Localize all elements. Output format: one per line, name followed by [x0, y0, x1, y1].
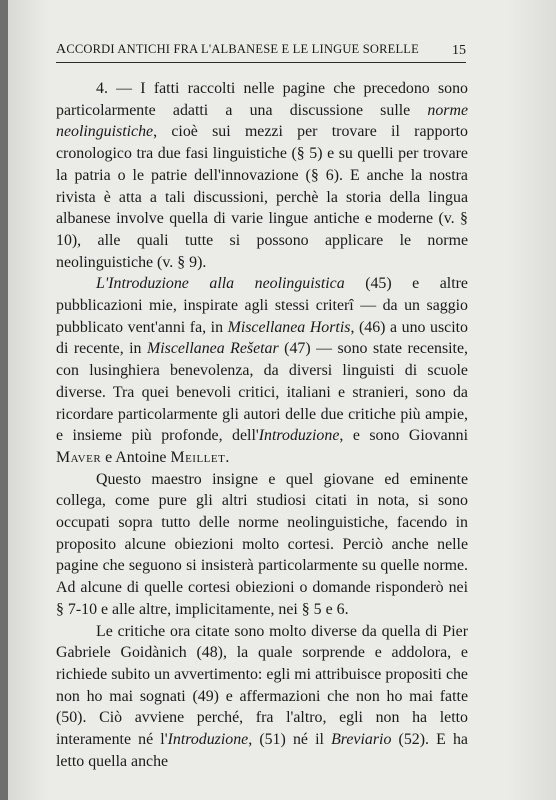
text-segment-italic: Miscellanea Rešetar [146, 340, 279, 358]
text-segment: (45) e altre pubblicazioni mie, inspirate agli stessi criterî — da un saggio pubblicato vent'anni fa, in [56, 275, 468, 336]
text-segment-italic: Introduzione [167, 731, 249, 749]
text-segment: (52). E ha letto quella anche [56, 731, 468, 770]
text-segment: . [225, 448, 230, 466]
text-segment: Le critiche ora citate sono molto diverse da quella di Pier Gabriele Goidànich (48), la quale sorprende e addolora, e richiede subito un avvertimento: egli mi attribuisce propositi che non ho mai sognati (49) e affermazioni che non ho mai fatte (50). Ciò avviene perché, fra l'altro, egli non ha letto interamente né l' [56, 622, 468, 749]
paragraph [56, 469, 468, 621]
text-segment-italic: Breviario [331, 731, 392, 749]
text-segment-italic: Miscellanea Hortis [227, 318, 351, 336]
author-name: Maver [56, 448, 102, 466]
text-segment: 4. — I fatti raccolti nelle pagine che precedono sono particolarmente adatti a una discussione sulle [56, 80, 468, 119]
paragraph [56, 78, 468, 273]
text-segment: Questo maestro insigne e quel giovane ed eminente collega, come pure gli altri studiosi citati in nota, si sono occupati sopra tutto delle norme neolinguistiche, facendo in proposito alcune obiezioni molto cortesi. Perciò anche nelle pagine che seguono si insisterà particolarmente su quelle norme. Ad alcune di quelle cortesi obiezioni o domande risponderò nei § 7-10 e alle altre, implicitamente, nei § 5 e 6. [56, 470, 468, 618]
author-name: Meillet [170, 448, 226, 466]
book-page [8, 0, 556, 800]
text-segment: e Antoine [101, 448, 171, 466]
text-segment: , cioè sui mezzi per trovare il rapporto cronologico tra due fasi linguistiche (§ 5) e su quelli per trovare la patria o le patrie dell'innovazione (§ 6). E anche la nostra rivista è atta a tali discussioni, perchè la storia della lingua albanese involve quella di varie lingue antiche e moderne (v. § 10), alle quali tutte si possono applicare le norme neolinguistiche (v. § 9). [56, 123, 468, 271]
text-segment: (47) — sono state recensite, con lusinghiera benevolenza, da diversi linguisti di scuole diverse. Tra quei benevoli critici, italiani e stranieri, sono da ricordare particolarmente gli autori delle due critiche più ampie, e insieme più profonde, dell' [56, 340, 468, 445]
page-number: 15 [452, 43, 466, 58]
text-segment: , (46) a uno uscito di recente, in [56, 318, 468, 358]
text-segment-italic: Introduzione [258, 427, 340, 445]
text-segment-italic: norme neolinguistiche [56, 101, 468, 141]
paragraph [56, 621, 468, 773]
text-segment-italic: L'Introduzione alla neolinguistica [96, 275, 345, 293]
text-segment: , e sono Giovanni [339, 427, 469, 445]
paragraph [56, 273, 468, 468]
text-segment: , (51) né il [248, 731, 332, 749]
running-title: ACCORDI ANTICHI FRA L'ALBANESE E LE LINGUE SORELLE [56, 42, 419, 57]
running-header [56, 40, 466, 63]
body-text [56, 78, 468, 773]
